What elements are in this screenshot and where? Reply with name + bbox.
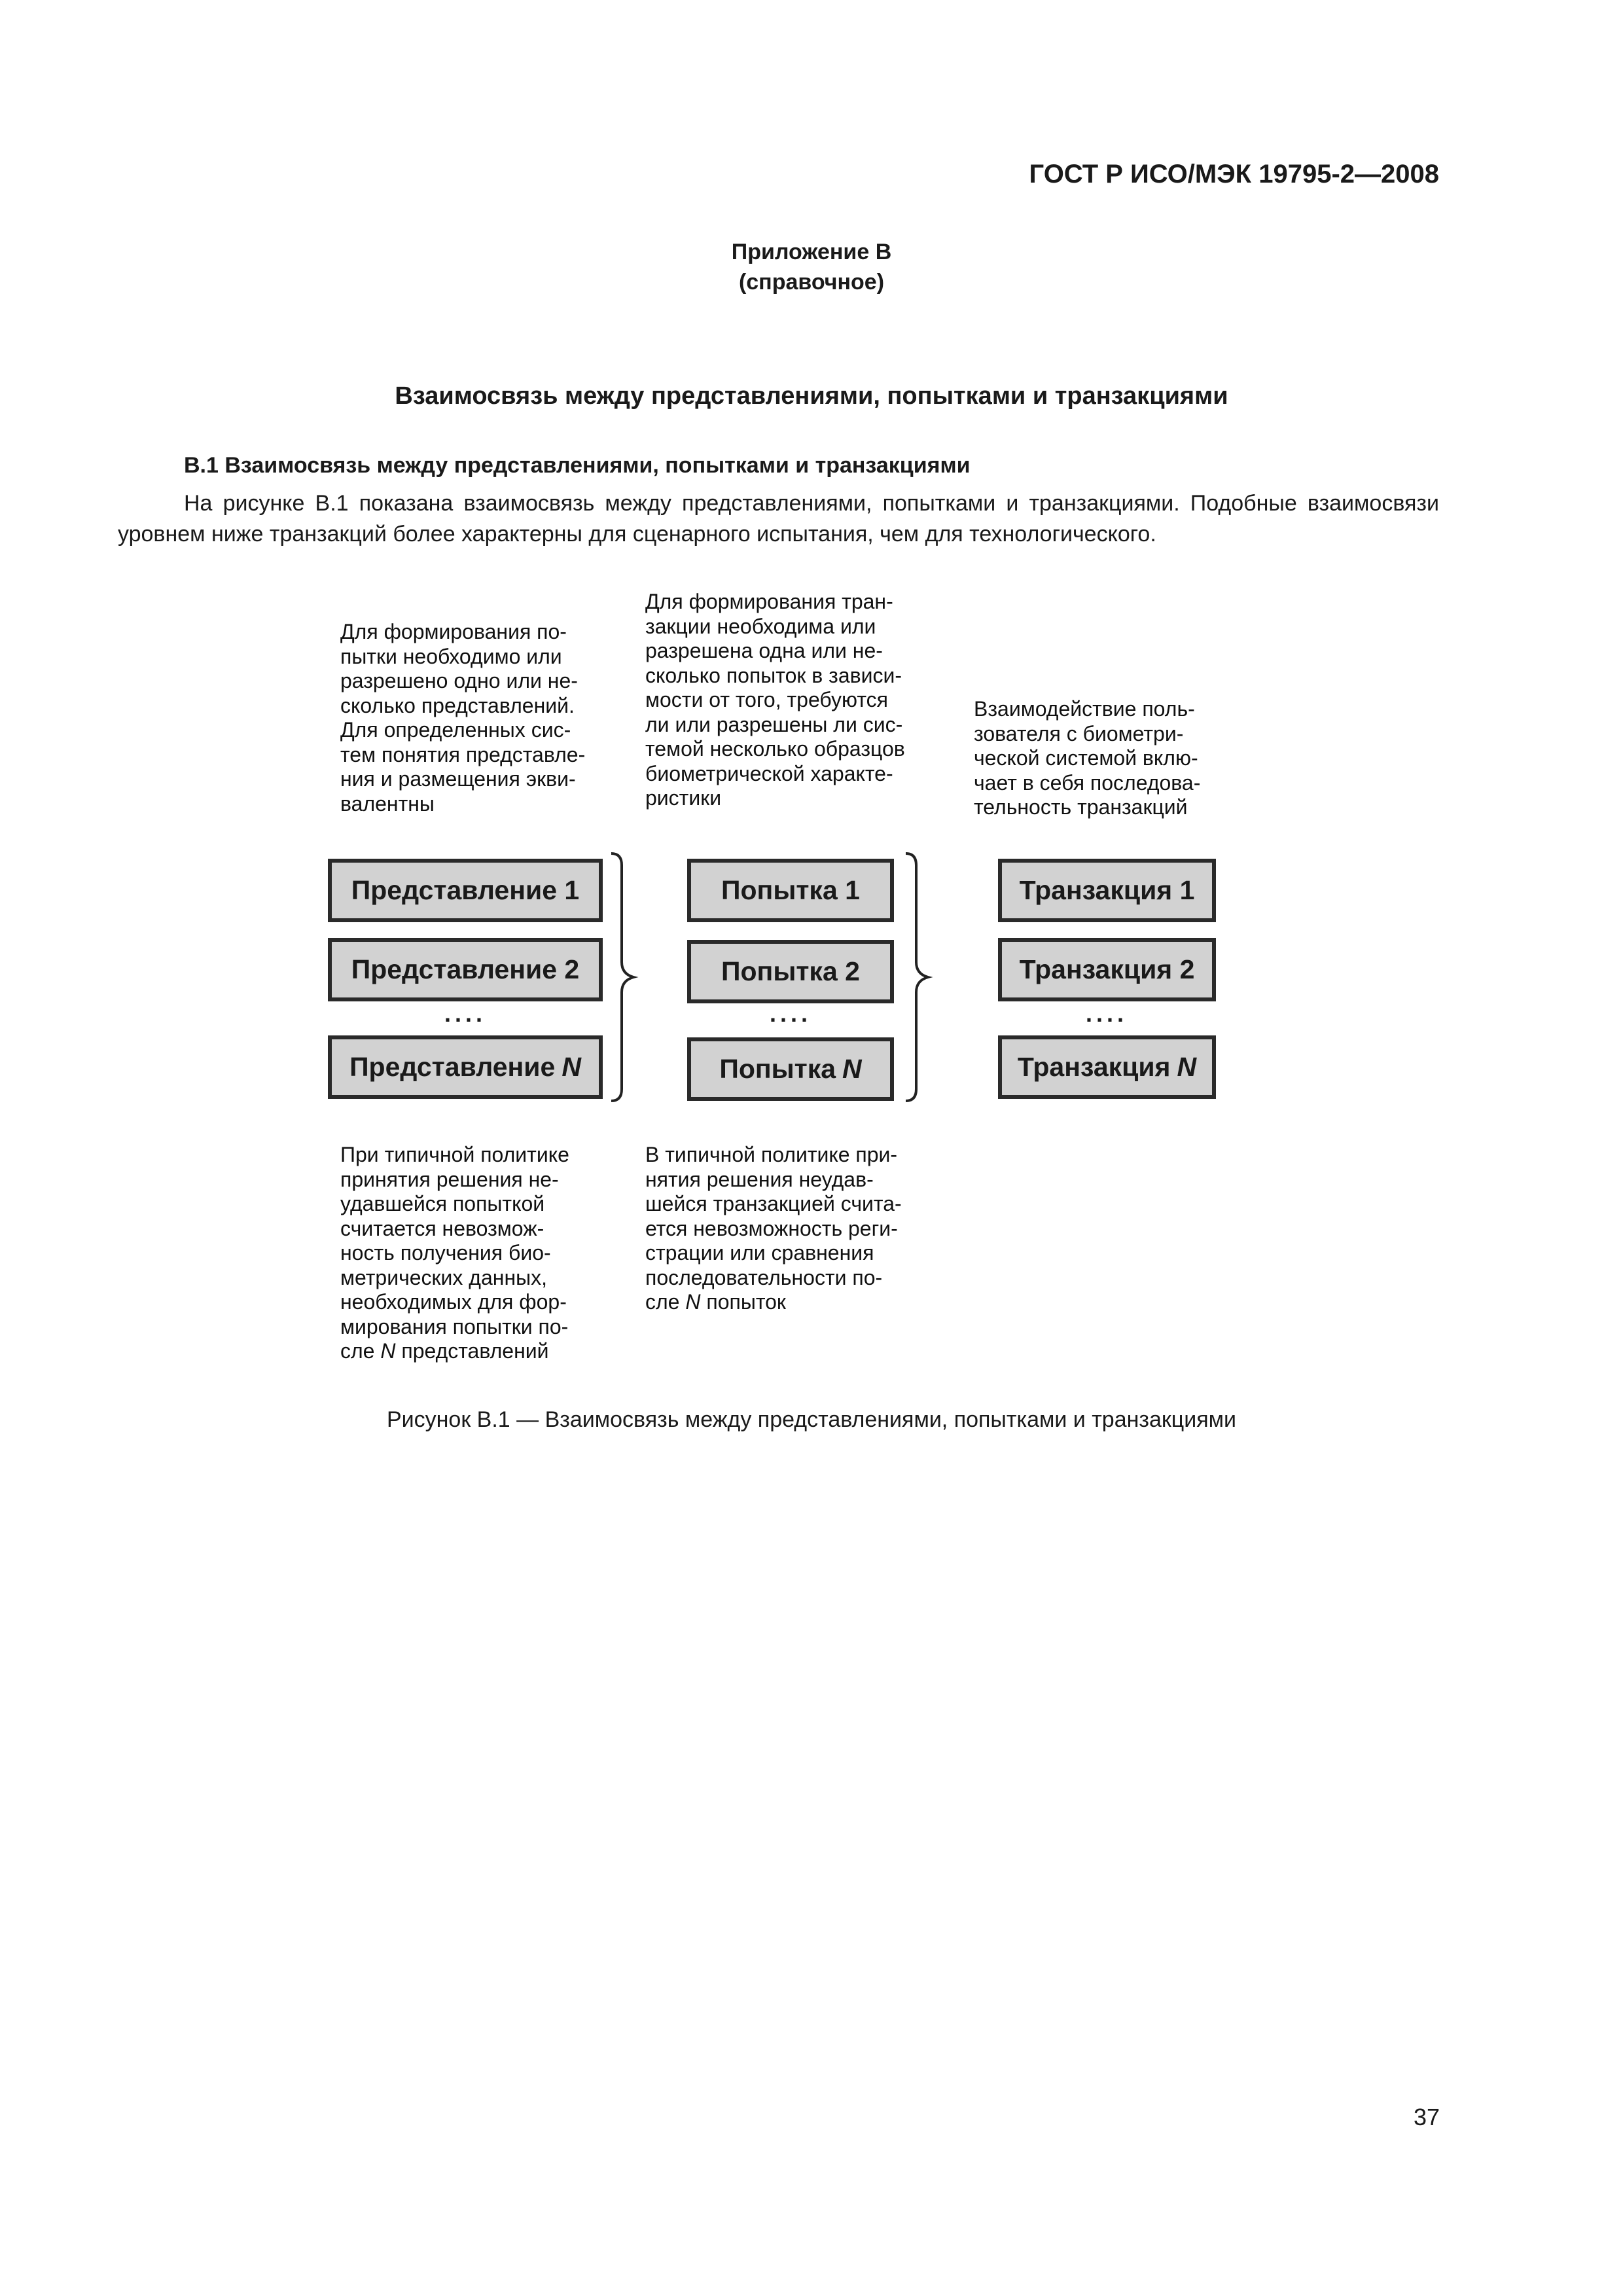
note-presentations [340,620,585,816]
note-line: В типичной политике при- [645,1143,898,1166]
transaction-box-1 [998,859,1216,922]
figure-b1 [0,576,1623,1440]
note-failed-transaction [645,1143,902,1315]
note-n: N [380,1339,396,1363]
note-line: ческой системой вклю- [974,746,1198,770]
note-line: валентны [340,791,435,816]
attempt-box-2 [687,940,894,1003]
note-line: считается невозмож- [340,1216,544,1240]
note-line: принятия решения не- [340,1167,559,1191]
note-line: Для формирования тран- [645,590,893,613]
box-label: Попытка 1 [721,875,860,905]
note-line: шейся транзакцией счита- [645,1192,902,1215]
box-label: Транзакция [1017,1052,1171,1082]
box-label: Представление 1 [351,875,580,905]
note-line: При типичной политике [340,1143,569,1166]
attempt-ellipsis: .... [769,1000,812,1027]
note-line: Взаимодействие поль- [974,697,1195,721]
note-line: темой несколько образцов [645,737,905,761]
note-attempts [645,590,905,811]
note-text: сле [645,1290,680,1314]
note-line: тем понятия представле- [340,742,586,766]
attempt-box-1 [687,859,894,922]
box-label: Транзакция 2 [1019,954,1195,984]
note-line: биометрической характе- [645,761,893,785]
note-line: Для формирования по- [340,620,567,643]
note-line: чает в себя последова- [974,770,1201,795]
note-transactions [974,697,1200,820]
note-line: страции или сравнения [645,1241,874,1265]
note-line [645,1290,902,1315]
note-line: удавшейся попыткой [340,1192,545,1215]
appendix-type: (справочное) [738,270,885,295]
appendix-title: Приложение В [731,240,892,264]
box-label: Представление 2 [351,954,580,984]
main-title: Взаимосвязь между представлениями, попытками и транзакциями [395,382,1228,410]
section-heading: В.1 Взаимосвязь между представлениями, попытками и транзакциями [184,453,971,478]
note-line: Для определенных сис- [340,718,571,742]
note-line: ристики [645,786,722,810]
note-line: зователя с биометри- [974,721,1184,745]
note-line: метрических данных, [340,1265,547,1289]
box-label-n: N [562,1052,581,1082]
note-line: нятия решения неудав- [645,1167,874,1191]
presentation-box-2 [328,938,603,1001]
note-n: N [685,1290,701,1314]
brace-attempts-icon [903,851,936,1106]
appendix-heading [0,237,1623,297]
transaction-ellipsis: .... [1085,1000,1128,1027]
standard-number: ГОСТ Р ИСО/МЭК 19795-2—2008 [1029,160,1439,188]
section-paragraph: На рисунке В.1 показана взаимосвязь между представлениями, попытками и транзакциями. Подобные взаимосвязи уровнем ниже транзакций более характерны для сценарного испытания, чем для технологического. [118,491,1439,547]
transaction-box-2 [998,938,1216,1001]
box-label-n: N [842,1054,862,1084]
presentation-ellipsis: .... [444,1000,486,1027]
note-line [340,1339,569,1364]
box-label: Попытка [719,1054,836,1084]
box-label: Транзакция 1 [1019,875,1195,905]
note-line: сколько представлений. [340,693,575,717]
note-line: закции необходима или [645,614,876,638]
presentation-box-n [328,1035,603,1099]
note-text: представлений [401,1339,549,1363]
brace-presentations-icon [609,851,641,1106]
note-line: сколько попыток в зависи- [645,663,902,687]
note-line: разрешена одна или не- [645,639,883,662]
transaction-box-n [998,1035,1216,1099]
attempt-box-n [687,1037,894,1101]
box-label: Представление [349,1052,556,1082]
note-failed-attempt [340,1143,569,1364]
note-line: разрешено одно или не- [340,669,578,692]
note-text: попыток [706,1290,786,1314]
note-line: ли или разрешены ли сис- [645,712,903,736]
note-line: ния и размещения экви- [340,767,576,791]
note-line: мости от того, требуются [645,688,888,711]
note-line: тельность транзакций [974,795,1188,819]
box-label-n: N [1177,1052,1197,1082]
note-line: мирования попытки по- [340,1314,569,1338]
note-line: пытки необходимо или [340,644,562,668]
note-line: последовательности по- [645,1265,883,1289]
note-line: ется невозможность реги- [645,1216,898,1240]
note-line: ность получения био- [340,1241,551,1265]
box-label: Попытка 2 [721,956,860,986]
figure-caption: Рисунок В.1 — Взаимосвязь между представлениями, попытками и транзакциями [386,1407,1237,1432]
note-line: необходимых для фор- [340,1290,567,1314]
presentation-box-1 [328,859,603,922]
note-text: сле [340,1339,375,1363]
page-number: 37 [1413,2104,1440,2130]
